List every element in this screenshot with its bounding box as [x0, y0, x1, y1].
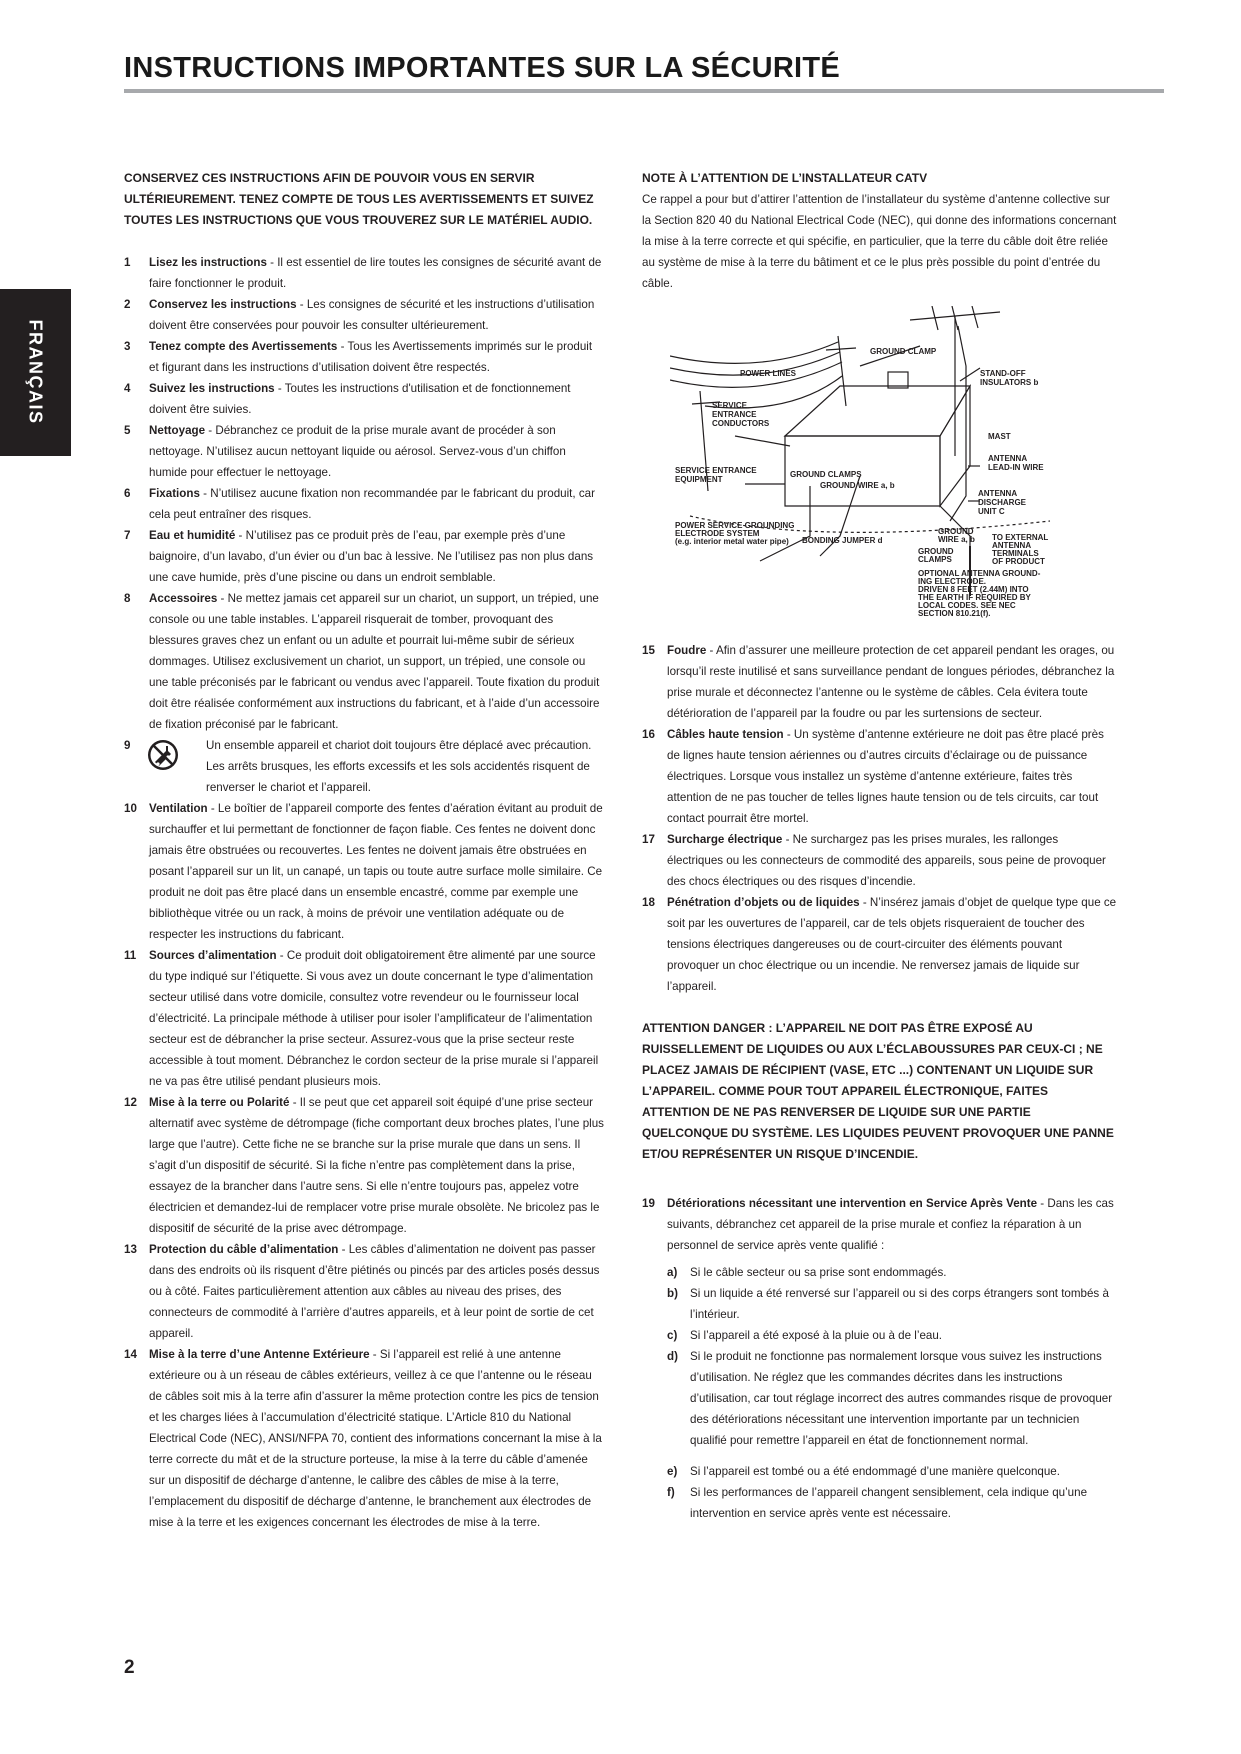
label-service-entrance: SERVICE ENTRANCE: [675, 466, 757, 475]
label-optional-5: LOCAL CODES. SEE NEC: [918, 601, 1016, 610]
item-text: - Le boîtier de l’appareil comporte des fentes d’aération évitant au produit de surchauffer et lui permettant de fonctionner de façon fiable. Ces fentes ne doivent donc jamais être obstruées ou recouvertes. Les fentes ne doivent jamais être obstruées en posant l’appareil sur un lit, un canapé, un tapis ou toute autre surface molle similaire. Ce produit ne doit pas être placé dans un ensemble encastré, comme par exemple une bibliothèque vitrée ou un rack, à moins de prévoir une ventilation adéquate ou de respecter les instructions du fabricant.: [149, 802, 603, 941]
list-item: [642, 724, 1117, 829]
sub-list-item: [642, 1346, 1117, 1451]
label-optional-4: THE EARTH IF REQUIRED BY: [918, 593, 1031, 602]
left-column: [124, 168, 604, 1533]
label-equipment: EQUIPMENT: [675, 475, 723, 484]
item-title: Tenez compte des Avertissements: [149, 340, 338, 353]
label-mast: MAST: [988, 432, 1011, 441]
page-title: INSTRUCTIONS IMPORTANTES SUR LA SÉCURITÉ: [124, 52, 841, 84]
sub-list-item: [642, 1262, 1117, 1283]
list-item: [124, 1344, 604, 1533]
list-item: [124, 378, 604, 420]
catv-heading: NOTE À L’ATTENTION DE L’INSTALLATEUR CATV: [642, 171, 928, 185]
sub-item-letter: a): [667, 1266, 678, 1279]
label-antenna-discharge: ANTENNA: [978, 489, 1018, 498]
list-item: [642, 829, 1117, 892]
sub-item-letter: c): [667, 1329, 678, 1342]
item-number: 17: [642, 833, 655, 846]
item-number: 16: [642, 728, 655, 741]
item-number: 2: [124, 298, 131, 311]
safety-list-left: [124, 252, 604, 1533]
language-tab-label: FRANÇAIS: [25, 319, 46, 425]
item-text: - Ne mettez jamais cet appareil sur un chariot, un support, un trépied, une console ou une table instables. L’appareil risquerait de tomber, provoquant des blessures graves chez un enfant ou un adulte et pourrait lui-même subir de sérieux dommages. Utilisez exclusivement un chariot, un support, un trépied, une console ou une table préconisés par le fabricant ou vendus avec l’appareil. Toute fixation du produit doit être réalisée conformément aux instructions du fabricant, et à l’aide d’un accessoire de fixation préconisé par le fabricant.: [149, 592, 600, 731]
item-number: 14: [124, 1348, 137, 1361]
label-standoff: STAND-OFF: [980, 369, 1026, 378]
list-item: [124, 336, 604, 378]
safety-list-right: [642, 640, 1117, 997]
sub-list-item: [642, 1461, 1117, 1482]
item-number: 10: [124, 802, 137, 815]
label-entrance: ENTRANCE: [712, 410, 757, 419]
item-text: - Il est essentiel de lire toutes les consignes de sécurité avant de faire fonctionner le produit.: [149, 256, 602, 290]
item-number: 15: [642, 644, 655, 657]
label-ground-3: GROUND: [918, 547, 954, 556]
item-number: 18: [642, 896, 655, 909]
label-bonding-jumper: BONDING JUMPER d: [802, 536, 883, 545]
item-title: Sources d’alimentation: [149, 949, 277, 962]
list-item: [124, 735, 604, 798]
item-number: 8: [124, 592, 131, 605]
label-optional-3: DRIVEN 8 FEET (2.44M) INTO: [918, 585, 1029, 594]
item-text: - Débranchez ce produit de la prise murale avant de procéder à son nettoyage. N’utilisez aucun nettoyant liquide ou aérosol. Servez-vous d’un chiffon humide pour effectuer le nettoyage.: [149, 424, 566, 479]
label-lead-in-wire: LEAD-IN WIRE: [988, 463, 1044, 472]
sub-item-letter: f): [667, 1486, 675, 1499]
item-title: Protection du câble d’alimentation: [149, 1243, 339, 1256]
item-text: - N’utilisez aucune fixation non recommandée par le fabricant du produit, car cela peut entraîner des risques.: [149, 487, 595, 521]
list-item: [642, 892, 1117, 997]
item-title: Conservez les instructions: [149, 298, 297, 311]
item-text: - Toutes les instructions d'utilisation et de fonctionnement doivent être suivies.: [149, 382, 571, 416]
danger-warning: ATTENTION DANGER : L’APPAREIL NE DOIT PAS ÊTRE EXPOSÉ AU RUISSELLEMENT DE LIQUIDES OU AUX L’ÉCLABOUSSURES PAR CEUX-CI ; NE PLACEZ JAMAIS DE RÉCIPIENT (VASE, ETC ...) CONTENANT UN LIQUIDE SUR L’APPAREIL. COMME POUR TOUT APPAREIL ÉLECTRONIQUE, FAITES ATTENTION DE NE PAS RENVERSER DE LIQUIDE SUR UNE PARTIE QUELCONQUE DU SYSTÈME. LES LIQUIDES PEUVENT PROVOQUER UNE PANNE ET/OU REPRÉSENTER UN RISQUE D’INCENDIE.: [642, 1021, 1114, 1161]
item-title: Câbles haute tension: [667, 728, 784, 741]
page-number: 2: [124, 1657, 135, 1678]
item-text: - Les consignes de sécurité et les instructions d’utilisation doivent être conservées pour pouvoir les consulter ultérieurement.: [149, 298, 595, 332]
list-item: [124, 252, 604, 294]
label-optional-2: ING ELECTRODE.: [918, 577, 987, 586]
sub-item-text: Si l’appareil a été exposé à la pluie ou à de l’eau.: [690, 1329, 943, 1342]
label-antenna-2: ANTENNA: [992, 541, 1032, 550]
label-unit: UNIT C: [978, 507, 1005, 516]
label-service: SERVICE: [712, 401, 747, 410]
sub-item-text: Si le câble secteur ou sa prise sont endommagés.: [690, 1266, 947, 1279]
label-water-pipe: (e.g. interior metal water pipe): [675, 537, 789, 546]
list-item: [124, 588, 604, 735]
antenna-grounding-diagram: [670, 306, 1060, 636]
intro-notice: CONSERVEZ CES INSTRUCTIONS AFIN DE POUVOIR VOUS EN SERVIR ULTÉRIEUREMENT. TENEZ COMPTE DE TOUS LES AVERTISSEMENTS ET SUIVEZ TOUTES LES INSTRUCTIONS QUE VOUS TROUVEREZ SUR LE MATÉRIEL AUDIO.: [124, 171, 594, 227]
item-text: - Les câbles d’alimentation ne doivent pas passer dans des endroits où ils risquent d’être piétinés ou pincés par des articles posés dessus ou à côté. Faites particulièrement attention aux câbles au niveau des prises, des connecteurs de commodité à l’arrière d’autres appareils, et à leur point de sortie de cet appareil.: [149, 1243, 600, 1340]
item-title: Mise à la terre d’une Antenne Extérieure: [149, 1348, 370, 1361]
item-text: - Si l’appareil est relié à une antenne extérieure ou à un réseau de câbles extérieurs, veillez à ce que l’antenne ou le réseau de câbles soit mis à la terre afin d’assurer la même protection contre les pics de tension et les charges liées à l’accumulation d’électricité statique. L’Article 810 du National Electrical Code (NEC), ANSI/NFPA 70, contient des informations concernant la mise à la terre correcte du mât et de la structure porteuse, la mise à la terre du câble d’amenée sur un dispositif de décharge d’antenne, le calibre des câbles de mise à la terre, l’emplacement du dispositif de décharge d’antenne, le branchement aux électrodes de mise à la terre et les exigences concernant les électrodes de mise à la terre.: [149, 1348, 602, 1529]
item-text: - Un système d’antenne extérieure ne doit pas être placé près de lignes haute tension aériennes ou d’autres circuits d’éclairage ou de puissance électriques. Lorsque vous installez un système d’antenne extérieure, faites très attention de ne pas toucher de telles lignes haute tension ou de tels circuits, car tout contact pourrait être mortel.: [667, 728, 1104, 825]
list-item: [124, 420, 604, 483]
list-item: [124, 294, 604, 336]
label-ground-2: GROUND: [938, 527, 974, 536]
cart-tip-over-warning-icon: [147, 739, 179, 771]
sub-item-letter: d): [667, 1350, 678, 1363]
label-power-lines: POWER LINES: [740, 369, 797, 378]
sub-list-item: [642, 1283, 1117, 1325]
label-ground-clamp: GROUND CLAMP: [870, 347, 937, 356]
sub-item-letter: b): [667, 1287, 678, 1300]
item-title: Suivez les instructions: [149, 382, 275, 395]
list-item: [124, 798, 604, 945]
item-number: 3: [124, 340, 131, 353]
antenna-grounding-svg: [670, 306, 1060, 636]
item-number: 19: [642, 1197, 655, 1210]
item-title: Eau et humidité: [149, 529, 236, 542]
item-title: Fixations: [149, 487, 200, 500]
label-wire-2: WIRE a, b: [938, 535, 975, 544]
item-title: Surcharge électrique: [667, 833, 783, 846]
label-optional-6: SECTION 810.21(f).: [918, 609, 991, 618]
label-standoff-2: INSULATORS b: [980, 378, 1039, 387]
sub-item-text: Si un liquide a été renversé sur l’appareil ou si des corps étrangers sont tombés à l’intérieur.: [690, 1287, 1109, 1321]
item-number: 7: [124, 529, 131, 542]
item-number: 11: [124, 949, 137, 962]
item-title: Mise à la terre ou Polarité: [149, 1096, 290, 1109]
pole-right: [838, 336, 846, 406]
title-rule: [124, 89, 1164, 93]
item-title: Foudre: [667, 644, 707, 657]
label-antenna-lead: ANTENNA: [988, 454, 1028, 463]
item-text: - Il se peut que cet appareil soit équipé d’une prise secteur alternatif avec système de détrompage (fiche comportant deux broches plates, l’une plus large que l’autre). Cette fiche ne se branche sur la prise murale que dans un sens. Il s’agit d’un dispositif de sécurité. Si la fiche n’entre pas complètement dans la prise, essayez de la brancher dans l’autre sens. Si elle n’entre toujours pas, appelez votre électricien et demandez-lui de remplacer votre prise murale obsolète. Ne bricolez pas le dispositif de sécurité de la prise avec détrompage.: [149, 1096, 604, 1235]
item-text: - N’insérez jamais d’objet de quelque type que ce soit par les ouvertures de l’appareil, car de tels objets risqueraient de toucher des tensions électriques dangereuses ou de court-circuiter des éléments pouvant provoquer un choc électrique ou un incendie. Ne renversez jamais de liquide sur l’appareil.: [667, 896, 1117, 993]
label-of-product: OF PRODUCT: [992, 557, 1045, 566]
power-line-1: [670, 342, 838, 363]
sub-item-text: Si l’appareil est tombé ou a été endommagé d’une manière quelconque.: [690, 1465, 1060, 1478]
item-19: [642, 1193, 1117, 1256]
item-number: 5: [124, 424, 131, 437]
label-clamps-2: CLAMPS: [918, 555, 952, 564]
label-to-external: TO EXTERNAL: [992, 533, 1049, 542]
item-number: 12: [124, 1096, 137, 1109]
item-title: Détériorations nécessitant une intervention en Service Après Vente: [667, 1197, 1038, 1210]
item-text: - Ce produit doit obligatoirement être alimenté par une source du type indiqué sur l’étiquette. Si vous avez un doute concernant le type d’alimentation secteur utilisé dans votre domicile, consultez votre revendeur ou le fournisseur local d’électricité. La principale méthode à utiliser pour isoler l’amplificateur de l’alimentation secteur est de débrancher la prise secteur. Assurez-vous que la prise secteur reste accessible à tout moment. Débranchez le cordon secteur de la prise murale si l’appareil ne va pas être utilisé pendant plusieurs mois.: [149, 949, 599, 1088]
item-number: 13: [124, 1243, 137, 1256]
item-title: Pénétration d’objets ou de liquides: [667, 896, 860, 909]
sub-item-text: Si le produit ne fonctionne pas normalement lorsque vous suivez les instructions d’utilisation. Ne réglez que les commandes décrites dans les instructions d’utilisation, car tout réglage incorrect des autres commandes risque de provoquer des détériorations nécessitant une intervention importante par un technicien qualifié pour remettre l’appareil en état de fonctionnement normal.: [690, 1350, 1113, 1447]
catv-text: Ce rappel a pour but d’attirer l’attention de l’installateur du système d’antenne collective sur la Section 820 40 du National Electrical Code (NEC), qui donne des informations concernant la mise à la terre correcte et qui spécifie, en particulier, que la terre du câble doit être reliée au système de mise à la terre du bâtiment et ce le plus près possible du point d’entrée du câble.: [642, 193, 1117, 290]
sub-item-letter: e): [667, 1465, 678, 1478]
item-title: Lisez les instructions: [149, 256, 267, 269]
list-item: [124, 945, 604, 1092]
item-number: 4: [124, 382, 131, 395]
lead-in-wire: [950, 326, 966, 521]
item-title: Nettoyage: [149, 424, 206, 437]
label-electrode-system: ELECTRODE SYSTEM: [675, 529, 760, 538]
item-text: - Tous les Avertissements imprimés sur le produit et figurant dans les instructions d’utilisation doivent être respectés.: [149, 340, 593, 374]
item-title: Accessoires: [149, 592, 218, 605]
item-text: - Afin d’assurer une meilleure protection de cet appareil pendant les orages, ou lorsqu’il reste inutilisé et sans surveillance pendant de longues périodes, débranchez la prise murale et déconnectez l’antenne ou le système de câbles. Cela évitera toute détérioration de l’appareil par la foudre ou par les surtensions de secteur.: [667, 644, 1115, 720]
item-text: - Dans les cas suivants, débranchez cet appareil de la prise murale et confiez la réparation à un personnel de service après vente qualifié :: [667, 1197, 1114, 1252]
item-number: 9: [124, 739, 131, 752]
label-power-service-grounding: POWER SERVICE GROUNDING: [675, 521, 795, 530]
sub-list-item: [642, 1482, 1117, 1524]
item-title: Ventilation: [149, 802, 208, 815]
label-ground-wire: GROUND WIRE a, b: [820, 481, 895, 490]
item-text: - N’utilisez pas ce produit près de l’eau, par exemple près d’une baignoire, d’un lavabo, d’un évier ou d’un bac à lessive. Ne l’utilisez pas non plus dans une cave humide, près d’une piscine ou dans un endroit semblable.: [149, 529, 594, 584]
label-conductors: CONDUCTORS: [712, 419, 770, 428]
list-item: [642, 640, 1117, 724]
list-item: [124, 1239, 604, 1344]
label-optional-1: OPTIONAL ANTENNA GROUND-: [918, 569, 1041, 578]
item-text: - Ne surchargez pas les prises murales, les rallonges électriques ou les connecteurs de commodité des appareils, sous peine de provoquer des chocs électriques ou des risques d’incendie.: [667, 833, 1106, 888]
item-text: Un ensemble appareil et chariot doit toujours être déplacé avec précaution. Les arrêts brusques, les efforts excessifs et les sols accidentés risquent de renverser le chariot et l’appareil.: [206, 739, 592, 794]
sub-list-item: [642, 1325, 1117, 1346]
language-tab: [0, 289, 71, 456]
item-19-sublist: [642, 1262, 1117, 1524]
item-number: 1: [124, 256, 131, 269]
item-number: 6: [124, 487, 131, 500]
list-item: [124, 1092, 604, 1239]
sub-item-text: Si les performances de l’appareil changent sensiblement, cela indique qu’une intervention en service après vente est nécessaire.: [690, 1486, 1088, 1520]
label-ground-clamps: GROUND CLAMPS: [790, 470, 862, 479]
list-item: [124, 525, 604, 588]
list-item: [124, 483, 604, 525]
right-column: [642, 168, 1117, 1524]
label-discharge: DISCHARGE: [978, 498, 1027, 507]
label-terminals: TERMINALS: [992, 549, 1039, 558]
